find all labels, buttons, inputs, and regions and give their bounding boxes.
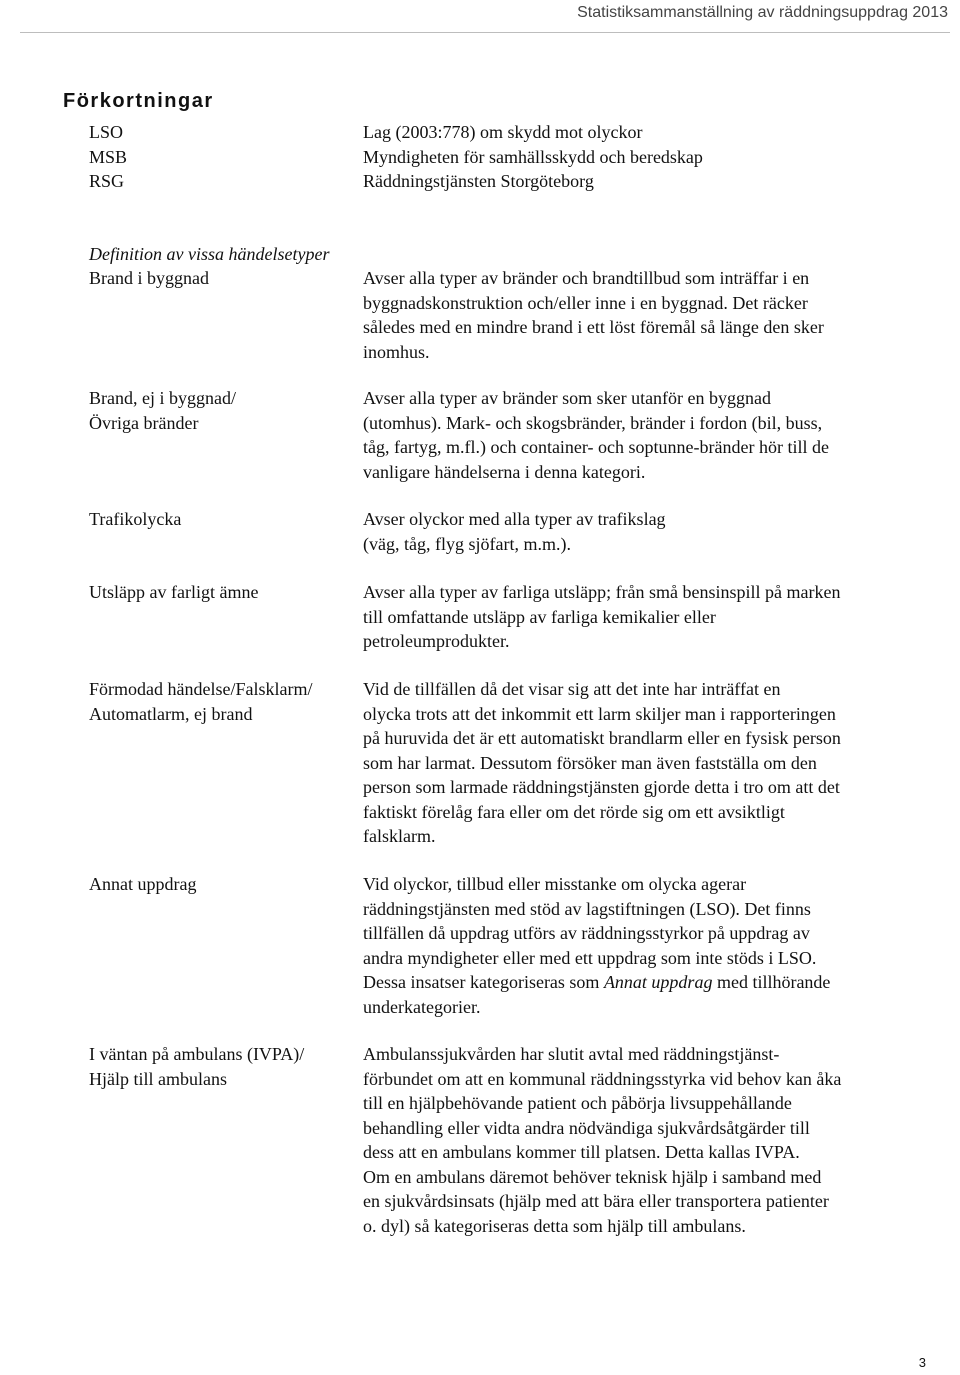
abbreviation-code: RSG <box>89 171 125 191</box>
emphasized-term: Annat uppdrag <box>603 972 713 992</box>
definition-term: Trafikolycka <box>89 509 182 529</box>
definition-description: Avser olyckor med alla typer av trafikslag (väg, tåg, flyg sjöfart, m.m.). <box>363 509 666 554</box>
definition-term: Brand i byggnad <box>89 268 209 288</box>
definition-term: Brand, ej i byggnad/ Övriga bränder <box>89 388 236 433</box>
abbreviation-row <box>89 169 949 194</box>
definition-term: Utsläpp av farligt ämne <box>89 582 259 602</box>
abbreviation-text: Myndigheten för samhällsskydd och beredskap <box>363 146 703 167</box>
definition-description: Avser alla typer av bränder och brandtillbud som inträffar i en byggnadskonstruktion och/eller inne i en byggnad. Det räcker således med en mindre brand i ett löst föremål så länge den sker inomhus. <box>363 268 824 362</box>
definition-term: Förmodad händelse/Falsklarm/ Automatlarm, ej brand <box>89 679 313 724</box>
definition-description: Avser alla typer av farliga utsläpp; från små bensinspill på marken till omfattande utsläpp av farliga kemikalier eller petroleumprodukter. <box>363 582 841 651</box>
definition-description: Vid olyckor, tillbud eller misstanke om olycka agerar räddningstjänsten med stöd av lagstiftningen (LSO). Det finns tillfällen då uppdrag utförs av räddningsstyrkor på uppdrag av andra myndigheter eller med ett uppdrag som inte stöds i LSO. Dessa insatser kategoriseras som Annat uppdrag med tillhörande underkategorier. <box>363 872 929 1019</box>
definition-description: Vid de tillfällen då det visar sig att det inte har inträffat en olycka trots att det inkommit ett larm skiljer man i rapporteringen på huruvida det är ett automatiskt brandlarm eller en fysisk person som har larmat. Dessutom försöker man även fastställa om den person som larmade räddningstjänsten gjorde detta i tro om att det faktiskt förelåg fara eller om det rörde sig om ett avsiktligt falsklarm. <box>363 679 841 846</box>
header-divider <box>20 32 950 33</box>
definition-term: I väntan på ambulans (IVPA)/ Hjälp till ambulans <box>89 1044 305 1089</box>
abbreviations-heading: Förkortningar <box>63 90 214 112</box>
definition-term: Annat uppdrag <box>89 874 197 894</box>
abbreviation-row <box>89 120 949 145</box>
running-header: Statistiksammanställning av räddningsuppdrag 2013 <box>577 4 948 21</box>
abbreviation-text: Lag (2003:778) om skydd mot olyckor <box>363 122 643 142</box>
abbreviation-code: LSO <box>89 122 124 142</box>
abbreviation-text: Räddningstjänsten Storgöteborg <box>363 171 594 191</box>
definition-description: Avser alla typer av bränder som sker utanför en byggnad (utomhus). Mark- och skogsbränder, bränder i fordon (bil, buss, tåg, fartyg, m.fl.) och container- och soptunne-bränder hör till de vanligare händelserna i denna kategori. <box>363 388 829 482</box>
definitions-heading: Definition av vissa händelsetyper <box>89 244 330 264</box>
abbreviation-row <box>89 145 949 170</box>
definition-line-with-emphasis: Dessa insatser kategoriseras som Annat uppdrag med tillhörande <box>363 972 831 992</box>
page-number: 3 <box>918 1355 926 1370</box>
abbreviation-code: MSB <box>89 146 128 167</box>
abbreviations-list <box>89 120 949 194</box>
definition-description: Ambulanssjukvården har slutit avtal med räddningstjänst- förbundet om att en kommunal räddningsstyrka vid behov kan åka till en hjälpbehövande patient och påbörja livsuppehållande behandling eller vidta andra nödvändiga sjukvårdsåtgärder till dess att en ambulans kommer till platsen. Detta kallas IVPA. Om en ambulans däremot behöver teknisk hjälp i samband med en sjukvårdsinsats (hjälp med att bära eller transportera patienter o. dyl) så kategoriseras detta som hjälp till ambulans. <box>363 1044 842 1236</box>
